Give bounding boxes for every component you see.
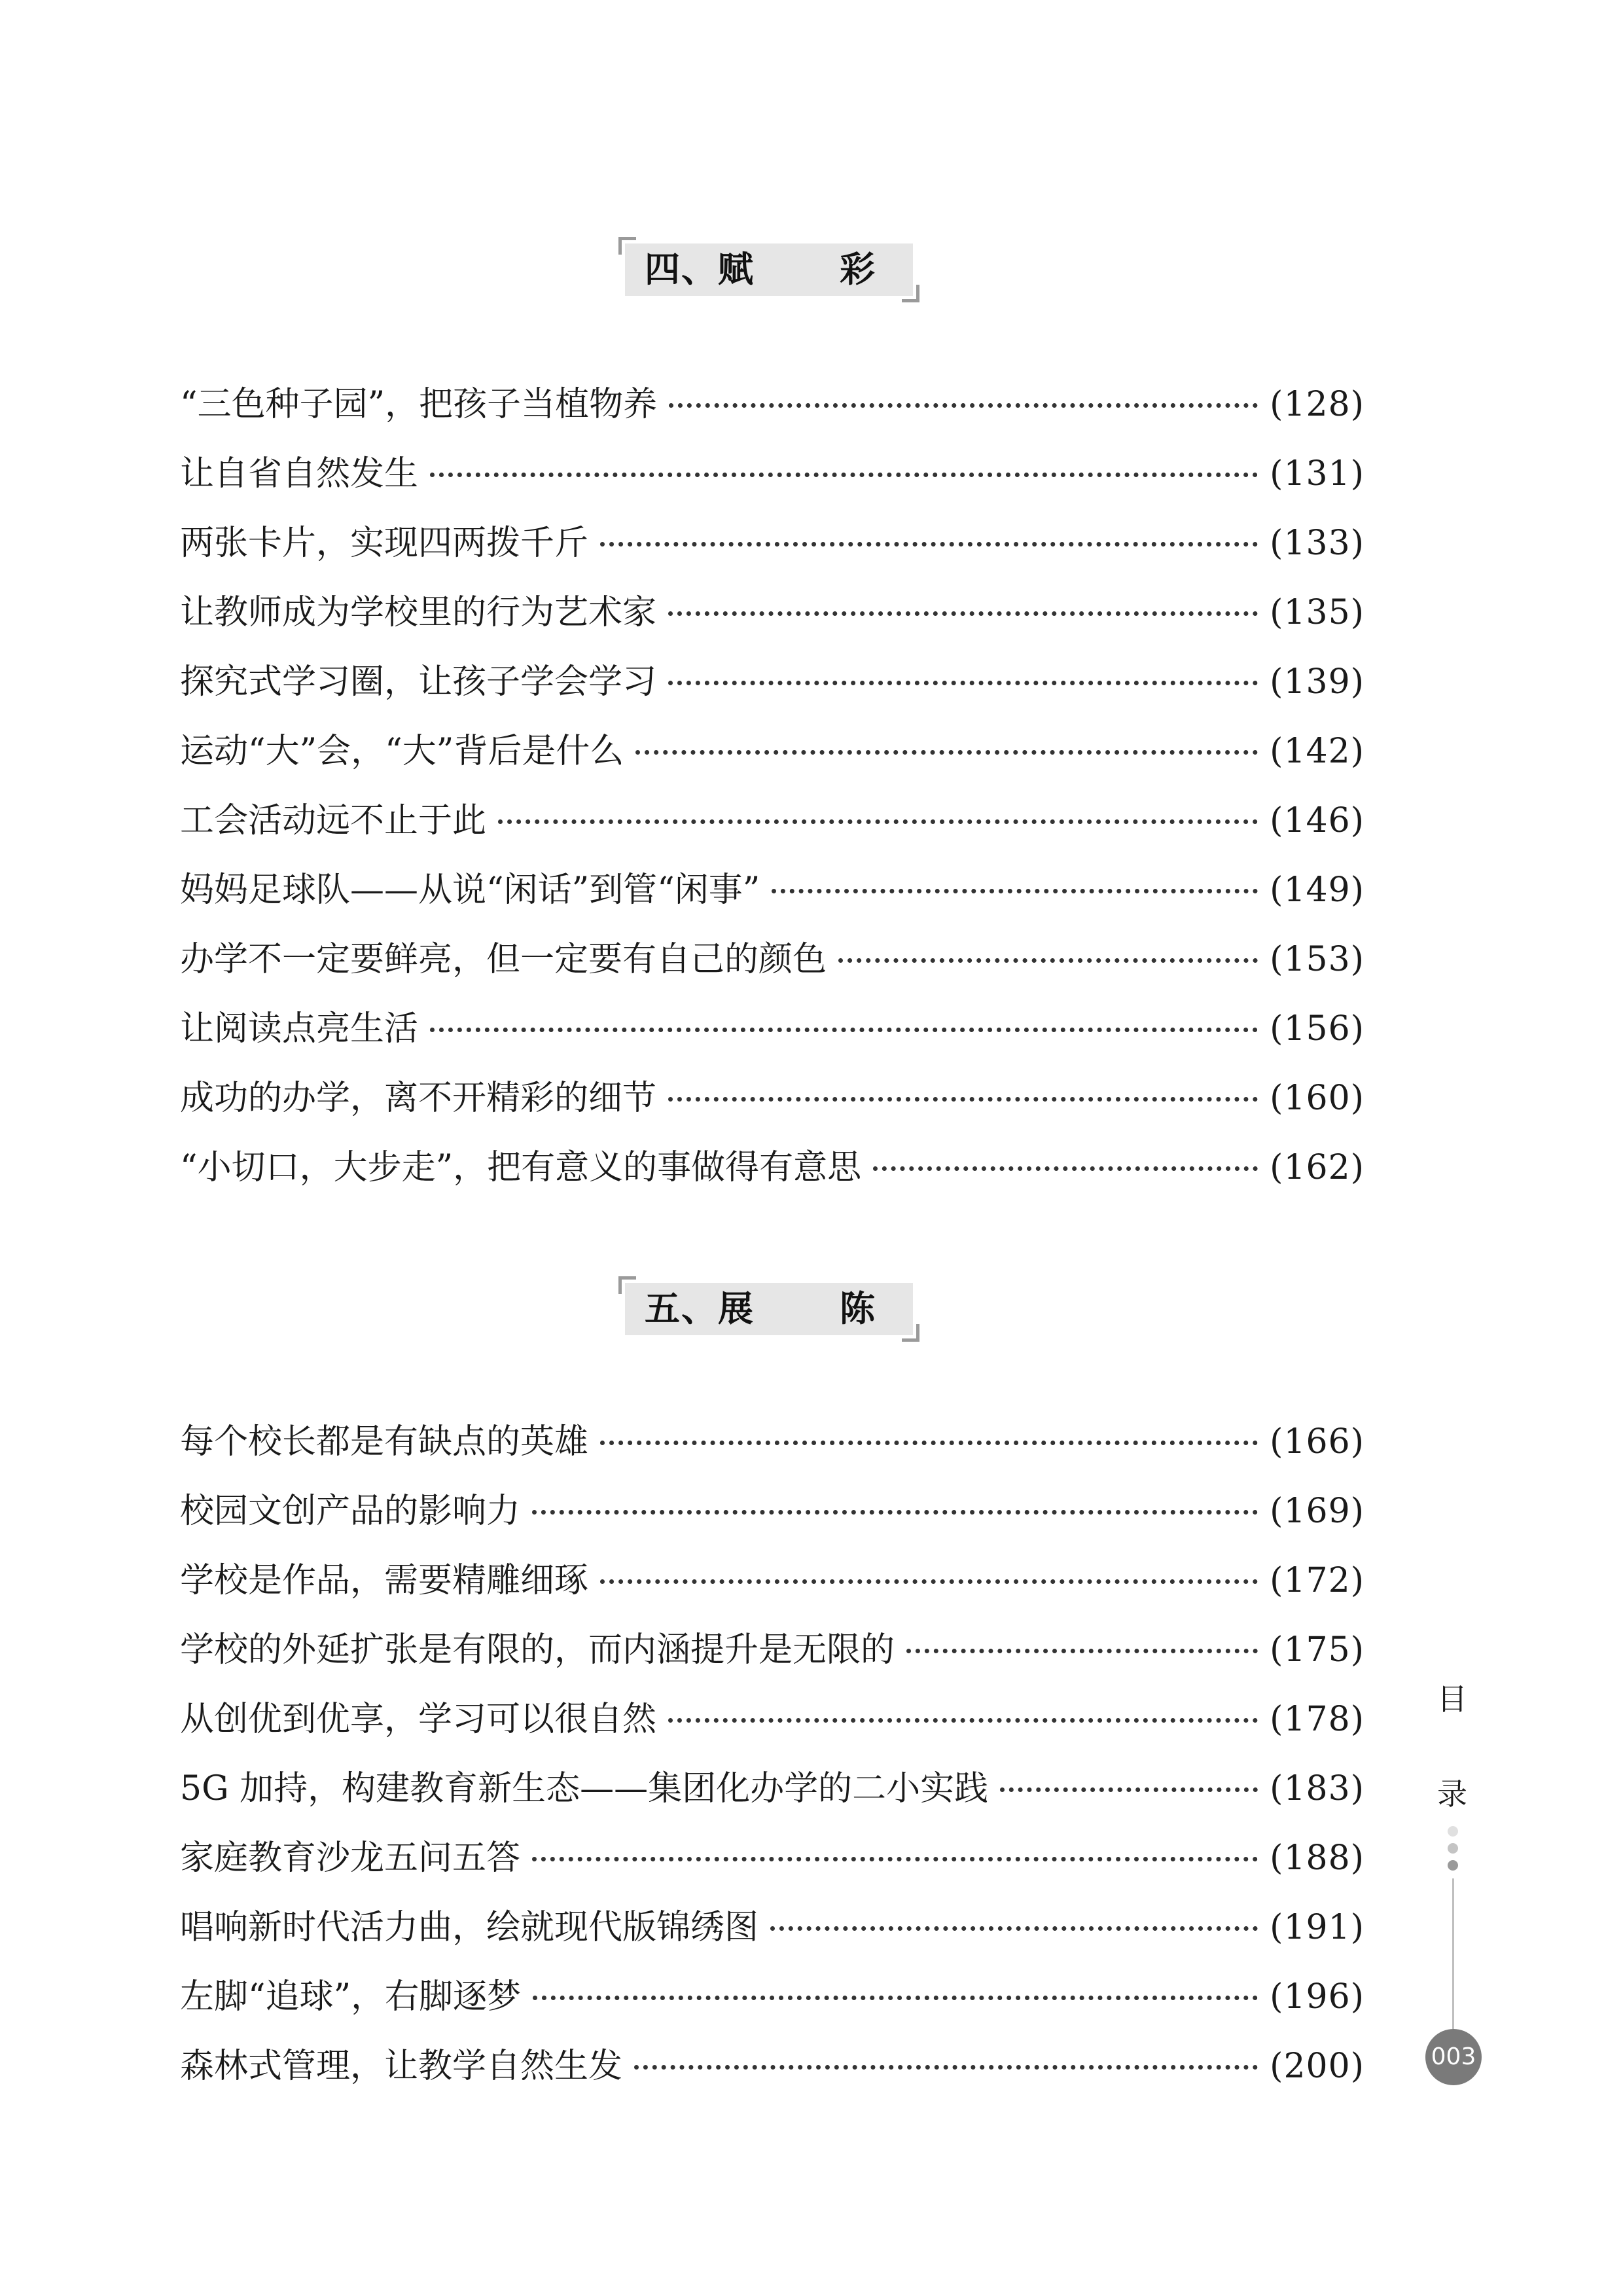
toc-entry[interactable]: 校园文创产品的影响力 (169) — [180, 1492, 1364, 1531]
toc-entry[interactable]: 左脚“追球”，右脚逐梦 (196) — [180, 1977, 1364, 2017]
toc-entry[interactable]: 5G 加持，构建教育新生态——集团化办学的二小实践 (183) — [180, 1769, 1364, 1808]
toc-entry[interactable]: “小切口，大步走”，把有意义的事做得有意思 (162) — [180, 1148, 1364, 1187]
toc-entry[interactable]: “三色种子园”，把孩子当植物养 (128) — [180, 385, 1364, 424]
dot-icon — [1448, 1860, 1458, 1871]
section-header-fucai — [618, 237, 919, 302]
side-label-lu: 录 — [1437, 1776, 1467, 1812]
toc-entry[interactable]: 妈妈足球队——从说“闲话”到管“闲事” (149) — [180, 870, 1364, 910]
toc-entry[interactable]: 学校是作品，需要精雕细琢 (172) — [180, 1561, 1364, 1600]
dot-icon — [1448, 1843, 1458, 1854]
toc-entry[interactable]: 森林式管理，让教学自然生发 (200) — [180, 2047, 1364, 2086]
dot-icon — [1448, 1826, 1458, 1837]
toc-entry[interactable]: 家庭教育沙龙五问五答 (188) — [180, 1839, 1364, 1878]
toc-list-section-2 — [180, 1407, 1364, 2101]
toc-entry[interactable]: 唱响新时代活力曲，绘就现代版锦绣图 (191) — [180, 1908, 1364, 1947]
toc-entry[interactable]: 运动“大”会，“大”背后是什么 (142) — [180, 732, 1364, 771]
section-header-zhanchen — [618, 1276, 919, 1342]
toc-entry[interactable]: 每个校长都是有缺点的英雄 (166) — [180, 1422, 1364, 1462]
toc-list-section-1 — [180, 370, 1364, 1202]
toc-entry[interactable]: 两张卡片，实现四两拨千斤 (133) — [180, 524, 1364, 563]
section-title: 四、赋 彩 — [645, 249, 876, 290]
toc-entry[interactable]: 探究式学习圈，让孩子学会学习 (139) — [180, 662, 1364, 702]
toc-entry[interactable]: 让阅读点亮生活 (156) — [180, 1009, 1364, 1049]
toc-entry[interactable]: 办学不一定要鲜亮，但一定要有自己的颜色 (153) — [180, 940, 1364, 979]
toc-entry[interactable]: 成功的办学，离不开精彩的细节 (160) — [180, 1079, 1364, 1118]
section-title: 五、展 陈 — [645, 1288, 876, 1329]
page-number-badge: 003 — [1425, 2029, 1482, 2085]
toc-entry[interactable]: 从创优到优享，学习可以很自然 (178) — [180, 1700, 1364, 1739]
toc-entry[interactable]: 让自省自然发生 (131) — [180, 454, 1364, 493]
toc-entry[interactable]: 让教师成为学校里的行为艺术家 (135) — [180, 593, 1364, 632]
toc-entry[interactable]: 工会活动远不止于此 (146) — [180, 801, 1364, 840]
side-divider — [1452, 1878, 1454, 2029]
side-label-mu: 目 — [1437, 1681, 1467, 1717]
toc-entry[interactable]: 学校的外延扩张是有限的，而内涵提升是无限的 (175) — [180, 1630, 1364, 1670]
